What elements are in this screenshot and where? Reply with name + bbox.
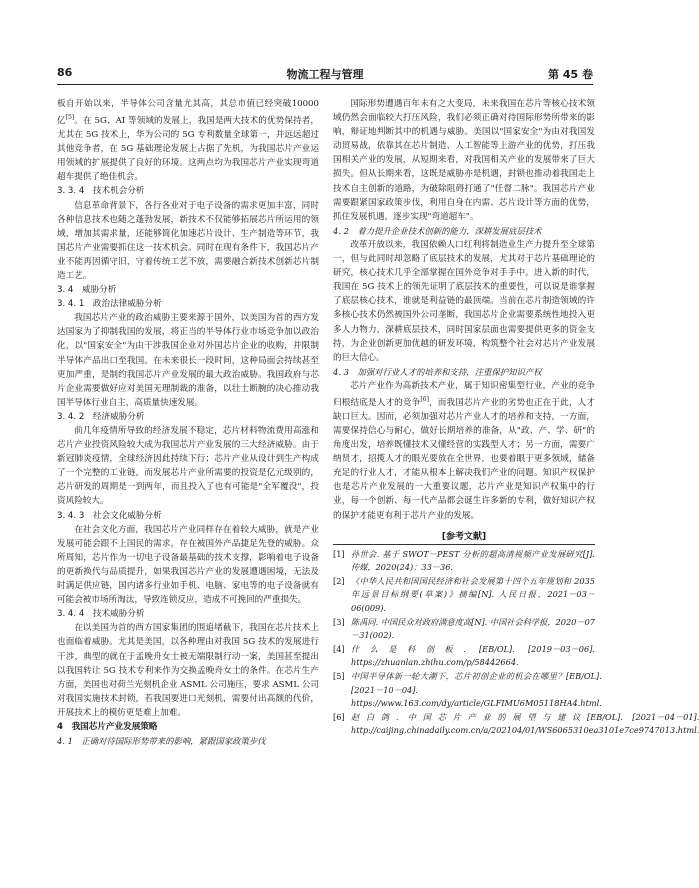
section-heading: 3. 4. 1 政治法律威胁分析 — [57, 299, 162, 310]
citation: [5] — [65, 114, 75, 122]
volume-label: 第 45 卷 — [548, 68, 593, 81]
page-number: 86 — [57, 66, 73, 79]
paragraph: 芯片产业作为高新技术产业，属于知识密集型行业，产业的竞争归根结底是人才的竞争[6]，而我国芯片产业的劣势也正在于此，人才缺口巨大。因而，必须加强对芯片产业人才的培养和支持，一方面，需要保持信心与耐心，做好长期培养的准备，从"政、产、学、研"的角度出发，培养既懂技术又懂经营的实践型人才；另一方面，需要广纳贤才，招揽人才的眼光要放在全世界，也要着眼于更多领域，储备充足的行业人才，才能从根本上解决我们产业的问题。知识产权保护也是芯片产业发展的一大重要议题，芯片产业是知识产权集中的行业，每一个创新、每一代产品都会诞生许多新的专利，做好知识产权的保护才能更有利于芯片产业的发展。 — [333, 380, 595, 521]
paragraph: 板自开始以来，半导体公司含量尤其高，其总市值已经突破10000 亿[5]。在 5G、AI 等领域的发展上，我国是两大技术的优势保持者，尤其在 5G 技术上，华为公司的 5G 专利数量全球第一，并远远超过其他竞争者，在 5G 基础理论发展上占据了先机，为我国芯片产业运用领域的扩展提供了良好的环境。这两点均为我国芯片产业实现弯道超车提供了绝佳机会。 — [57, 99, 319, 183]
reference-item: [6] 赵白鸽. 中国芯片产业的展望与建议[EB/OL]. [2021－04－01]. http://caijing.chinadaily.com.cn/a/202104/01/WS6065310ea3101e7ce9747013.html. — [333, 711, 699, 736]
paragraph: 前几年疫情所导致的经济发展不稳定，芯片材料物流费用高涨和芯片产业投资风险较大成为我国芯片产业发展的三大经济威胁。由于新冠肺炎疫情，全球经济因此持续下行；芯片产业从设计到生产构成了一个完整的工业链，而发展芯片产业所需要的投资是亿元级别的，芯片研发的周期是一到两年，而且投入了也有可能是"全军覆没"，投资风险较大。 — [57, 426, 319, 507]
section-heading: 3. 4. 2 经济威胁分析 — [57, 411, 145, 422]
section-heading: 3. 4. 3 社会文化威胁分析 — [57, 510, 162, 521]
left-column — [57, 97, 319, 748]
citation: [6] — [420, 395, 429, 403]
reference-item: [5] 中国半导体新一轮大潮下，芯片初创企业的机会在哪里？[EB/OL]. [2021－10－04]. https://www.163.com/dy/article/GLFIMU6M05118HA4.html. — [333, 671, 602, 709]
paragraph: 在以美国为首的西方国家集团的围追堵截下，我国在芯片技术上也面临着威胁。尤其是美国，以各种理由对我国 5G 技术的发展进行干涉，典型的就在于孟晚舟女士被无端限制行动一案，美国甚至提出以我国转让 5G 技术专利来作为交换孟晚舟女士的条件。在芯片生产方面，美国也对荷兰光刻机企业 ASML 公司施压，要求 ASML 公司对我国实施技术封锁，若我国要进口光刻机，需要付出高额的代价，开展技术上的模仿更是难上加难。 — [57, 623, 319, 718]
paragraph: 我国芯片产业的政治威胁主要来源于国外，以美国为首的西方发达国家为了抑制我国的发展，将正当的半导体行业市场竞争加以政治化，以"国家安全"为由干涉我国企业对外国芯片企业的收购，并限制半导体产品出口至我国。在未来很长一段时间，这种局面会持续甚至更加严重，是制约我国芯片产业发展的最大政治威胁。我国政府与芯片企业需要做好应对美国无理制裁的准备，以壮士断腕的决心推动我国半导体行业自主，高质量快速发展。 — [57, 313, 319, 408]
divider — [333, 544, 595, 545]
page-header — [57, 66, 593, 85]
section-heading: 3. 4 威胁分析 — [57, 285, 117, 296]
reference-item: [3] 陈禹同. 中国民众对政府满意度高[N]. 中国社会科学报，2020－07－31(002). — [333, 616, 595, 641]
reference-list — [333, 548, 699, 738]
reference-item: [1] 孙世会. 基于 SWOT－PEST 分析的超高清视频产业发展研究[J]. 传媒，2020(24)：33－36. — [333, 548, 595, 573]
reference-item: [4] 什么是科创板. [EB/OL]. [2019－03－06]. https://zhuanlan.zhihu.com/p/58442664. — [333, 643, 595, 668]
paragraph: 改革开放以来，我国依赖人口红利将制造业生产力提升至全球第一，但与此同时却忽略了底层技术的发展，尤其对于芯片基础理论的研究，核心技术几乎全部掌握在国外竞争对手手中。进入新的时代，我国在 5G 技术上的领先证明了底层技术的重要性，可以说是谁掌握了底层核心技术，谁就是利益链的最顶端。当前在芯片制造领域的许多核心技术仍然被国外公司垄断，我国芯片企业需要系统性地投入更多人力物力，深耕底层技术，同时国家层面也需要提供更多的资金支持，为企业创新更加优越的研发环境，构筑整个社会对芯片产业发展的巨大信心。 — [333, 239, 595, 363]
right-column — [333, 97, 699, 738]
section-heading: 4. 2 着力提升企业技术创新的能力，深耕发展底层技术 — [333, 225, 542, 236]
references-title: [参考文献] — [441, 531, 487, 542]
section-heading: 4. 3 加强对行业人才的培养和支持，注重保护知识产权 — [333, 366, 542, 377]
paragraph: 在社会文化方面，我国芯片产业同样存在着较大威胁，就是产业发展可能会跟不上国民的需求，存在被国外产品捷足先登的威胁。众所周知，芯片作为一切电子设备最基础的技术支撑，影响着电子设备的更新换代与品质提升，如果我国芯片产业的发展遭遇困境，无法及时满足供应链，国内诸多行业如手机、电脑、家电等的电子设备就有可能会被市场所淘汰，导致连锁反应，造成不可挽回的严重损失。 — [57, 524, 319, 606]
paragraph: 国际形势遭遇百年未有之大变局，未来我国在芯片等核心技术领域仍然会面临较大打压风险，我们必须正确对待国际形势所带来的影响，辩证地判断其中的机遇与威胁。美国以"国家安全"为由对我国发动贸易战，依靠其在芯片制造、人工智能等上游产业的优势，打压我国相关产业的发展，从短期来看，对我国相关产业的发展带来了巨大损失。但从长期来看，这既是威胁亦是机遇，封锁也推动着我国走上技术自主创新的道路，为破除阻碍打通了"任督二脉"。我国芯片产业需要跟紧国家政策步伐，利用自身在内需、芯片设计等方面的优势，抓住发展机遇，逐步实现"弯道超车"。 — [333, 99, 595, 222]
section-heading: 3. 4. 4 技术威胁分析 — [57, 609, 145, 620]
section-heading: 4. 1 正确对待国际形势带来的影响，紧跟国家政策步伐 — [57, 736, 266, 747]
section-heading: 3. 3. 4 技术机会分析 — [57, 186, 145, 197]
paragraph: 信息革命背景下，各行各业对于电子设备的需求更加丰富，同时各种信息技术也随之蓬勃发展，新技术不仅能够拓展芯片所运用的领域，增加其需求量，还能够简化加速芯片设计、生产制造等环节，我国芯片产业需要抓住这一技术机会。同时在现有条件下，我国芯片产业不能再因循守旧，守着传统工艺不放，需要融合新技术创新芯片制造工艺。 — [57, 200, 319, 281]
reference-item: [2] 《中华人民共和国国民经济和社会发展第十四个五年规划和 2035 年远景目标纲要(草案)》摘编[N]. 人民日报，2021－03－06(009). — [333, 575, 595, 614]
journal-title: 物流工程与管理 — [286, 68, 364, 81]
section-heading: 4 我国芯片产业发展策略 — [57, 721, 158, 732]
